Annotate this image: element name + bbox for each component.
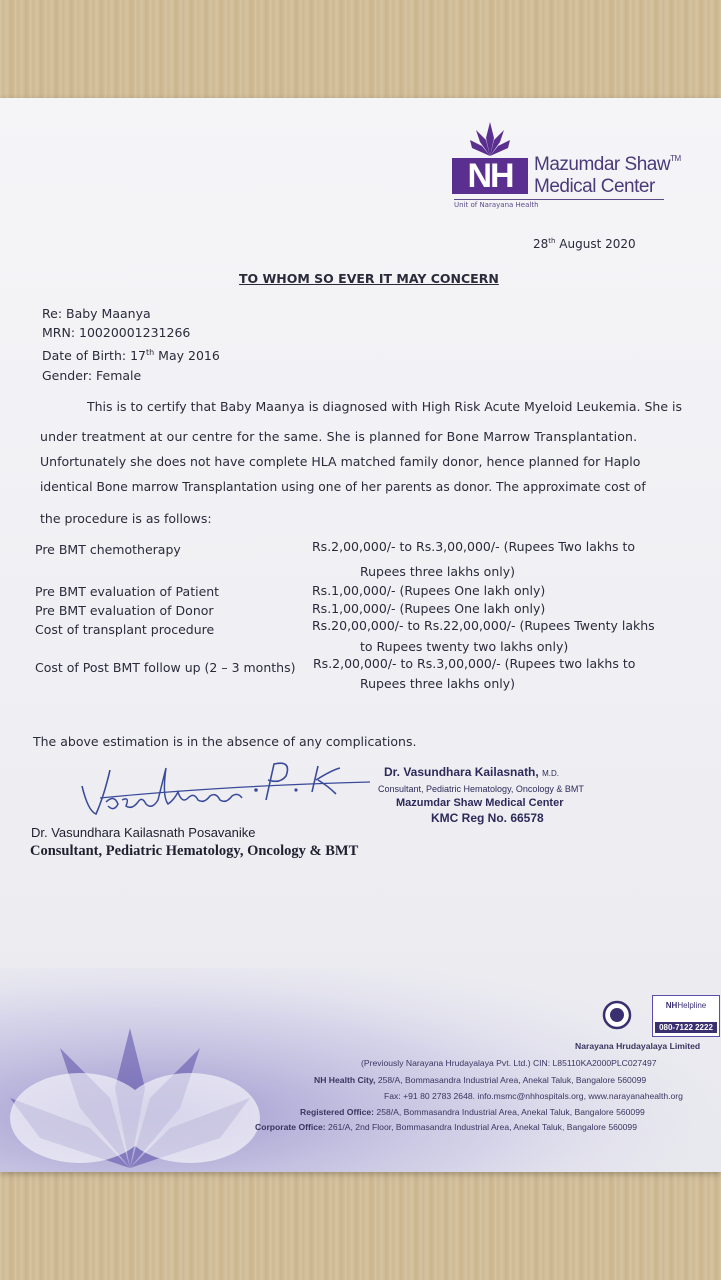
footer-line: Fax: +91 80 2783 2648. info.msmc@nhhospitals.org, www.narayanahealth.org [384,1091,683,1101]
body-line: the procedure is as follows: [40,511,212,526]
stamp-name: Dr. Vasundhara Kailasnath, M.D. [384,765,559,779]
letter-date: 28th August 2020 [533,237,636,251]
cost-item: Cost of Post BMT follow up (2 – 3 months) [35,660,296,675]
helpline-badge [652,995,720,1037]
signatory-name: Dr. Vasundhara Kailasnath Posavanike [31,825,256,840]
body-line: This is to certify that Baby Maanya is diagnosed with High Risk Acute Myeloid Leukemia. She is [87,399,682,414]
letter-title: TO WHOM SO EVER IT MAY CONCERN [239,271,499,286]
cost-value: Rs.2,00,000/- to Rs.3,00,000/- (Rupees Two lakhs to [312,539,636,554]
cost-value: Rs.2,00,000/- to Rs.3,00,000/- (Rupees two lakhs to [313,656,636,671]
body-line: under treatment at our centre for the same. She is planned for Bone Marrow Transplantation. [40,429,638,444]
footer-line: Registered Office: 258/A, Bommasandra Industrial Area, Anekal Taluk, Bangalore 560099 [300,1107,645,1117]
cost-value-cont: Rupees three lakhs only) [360,676,515,691]
lotus-watermark-icon [0,968,721,1172]
cost-item: Pre BMT evaluation of Patient [35,584,220,599]
cost-item: Pre BMT chemotherapy [35,542,181,557]
patient-dob: Date of Birth: 17th May 2016 [42,348,220,364]
accreditation-seal-icon [602,1000,632,1030]
body-line: Unfortunately she does not have complete HLA matched family donor, hence planned for Haplo [40,454,641,469]
cost-item: Cost of transplant procedure [35,622,215,637]
stamp-role: Consultant, Pediatric Hematology, Oncology & BMT [378,784,584,794]
brand-name-line2: Medical Center [534,176,655,197]
brand-name-line1: Mazumdar Shaw™ [534,154,681,175]
footer-line: NH Health City, 258/A, Bommasandra Industrial Area, Anekal Taluk, Bangalore 560099 [314,1075,647,1085]
handwritten-signature [70,756,390,826]
brand-subtitle: Unit of Narayana Health [454,199,664,209]
nh-mini-logo: NH [665,1001,678,1010]
helpline-label: NHHelpline [665,1001,707,1010]
estimation-note: The above estimation is in the absence of any complications. [33,734,417,749]
stamp-reg-number: KMC Reg No. 66578 [431,811,544,825]
cost-value: Rs.20,00,000/- to Rs.22,00,000/- (Rupees Twenty lakhs [312,618,655,633]
patient-re: Re: Baby Maanya [42,306,151,321]
cost-value-cont: Rupees three lakhs only) [360,564,515,579]
cost-item: Pre BMT evaluation of Donor [35,603,214,618]
body-line: identical Bone marrow Transplantation using one of her parents as donor. The approximate cost of [40,480,646,494]
footer-company: Narayana Hrudayalaya Limited [575,1041,701,1051]
footer-line: (Previously Narayana Hrudayalaya Pvt. Ltd.) CIN: L85110KA2000PLC027497 [361,1058,657,1068]
signatory-title: Consultant, Pediatric Hematology, Oncology & BMT [30,843,359,859]
patient-gender: Gender: Female [42,368,142,383]
nh-logo-mark: NH [452,158,528,194]
helpline-number: 080-7122 2222 [655,1022,717,1033]
cost-value: Rs.1,00,000/- (Rupees One lakh only) [312,601,546,616]
patient-mrn: MRN: 10020001231266 [42,325,191,340]
stamp-center: Mazumdar Shaw Medical Center [396,797,564,809]
lotus-icon [470,118,510,158]
footer-line: Corporate Office: 261/A, 2nd Floor, Bommasandra Industrial Area, Anekal Taluk, Bangalore 560099 [255,1122,637,1132]
letter-sheet [0,98,721,1172]
cost-value-cont: to Rupees twenty two lakhs only) [360,639,569,654]
cost-value: Rs.1,00,000/- (Rupees One lakh only) [312,583,546,598]
hospital-logo [452,118,692,213]
